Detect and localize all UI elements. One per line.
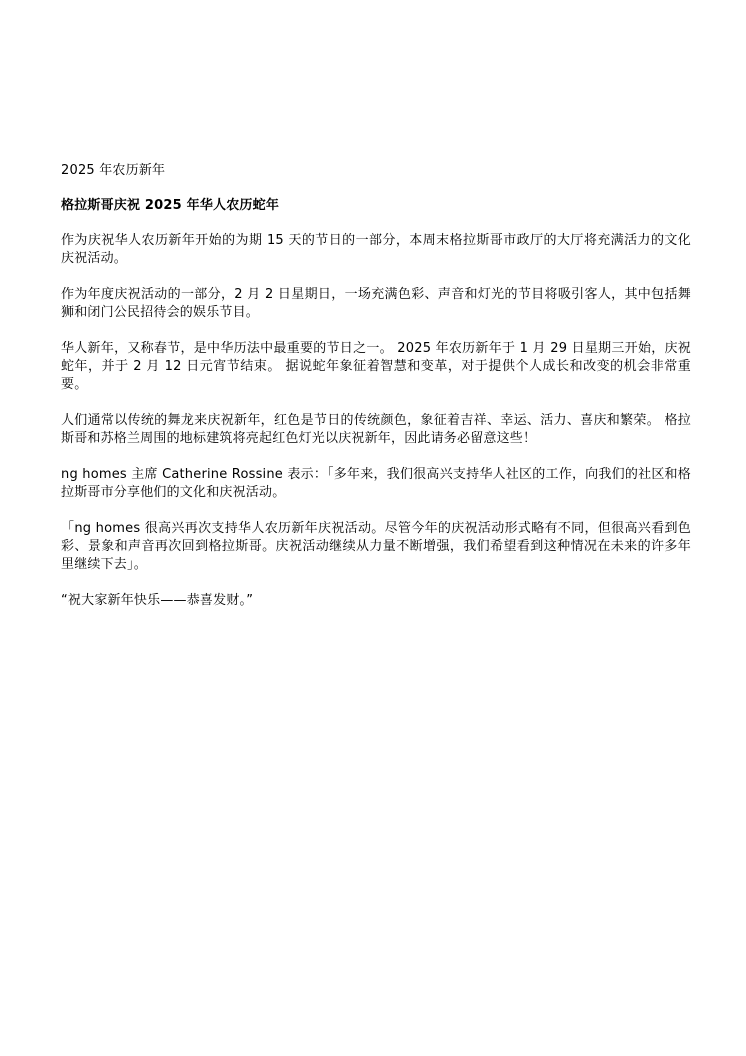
paragraph-intro: 作为庆祝华人农历新年开始的为期 15 天的节日的一部分，本周末格拉斯哥市政厅的大厅将充满活力的文化庆祝活动。 — [61, 233, 691, 266]
document-page — [61, 162, 691, 628]
document-headline: 格拉斯哥庆祝 2025 年华人农历蛇年 — [61, 198, 280, 213]
paragraph-background: 华人新年，又称春节，是中华历法中最重要的节日之一。 2025 年农历新年于 1 月 29 日星期三开始，庆祝蛇年，并于 2 月 12 日元宵节结束。 据说蛇年象征着智慧和变革，对于提供个人成长和改变的机会非常重要。 — [61, 341, 691, 392]
document-kicker: 2025 年农历新年 — [61, 163, 166, 178]
paragraph-event: 作为年度庆祝活动的一部分，2 月 2 日星期日，一场充满色彩、声音和灯光的节目将吸引客人，其中包括舞狮和闭门公民招待会的娱乐节目。 — [61, 287, 691, 320]
paragraph-traditions: 人们通常以传统的舞龙来庆祝新年，红色是节日的传统颜色，象征着吉祥、幸运、活力、喜庆和繁荣。 格拉斯哥和苏格兰周围的地标建筑将亮起红色灯光以庆祝新年，因此请务必留意这些！ — [61, 413, 691, 446]
paragraph-greeting: “祝大家新年快乐——恭喜发财。” — [61, 593, 254, 608]
paragraph-quote-intro: ng homes 主席 Catherine Rossine 表示：「多年来，我们很高兴支持华人社区的工作，向我们的社区和格拉斯哥市分享他们的文化和庆祝活动。 — [61, 467, 691, 500]
paragraph-quote: 「ng homes 很高兴再次支持华人农历新年庆祝活动。尽管今年的庆祝活动形式略有不同，但很高兴看到色彩、景象和声音再次回到格拉斯哥。庆祝活动继续从力量不断增强，我们希望看到这种情况在未来的许多年里继续下去」。 — [61, 521, 691, 572]
